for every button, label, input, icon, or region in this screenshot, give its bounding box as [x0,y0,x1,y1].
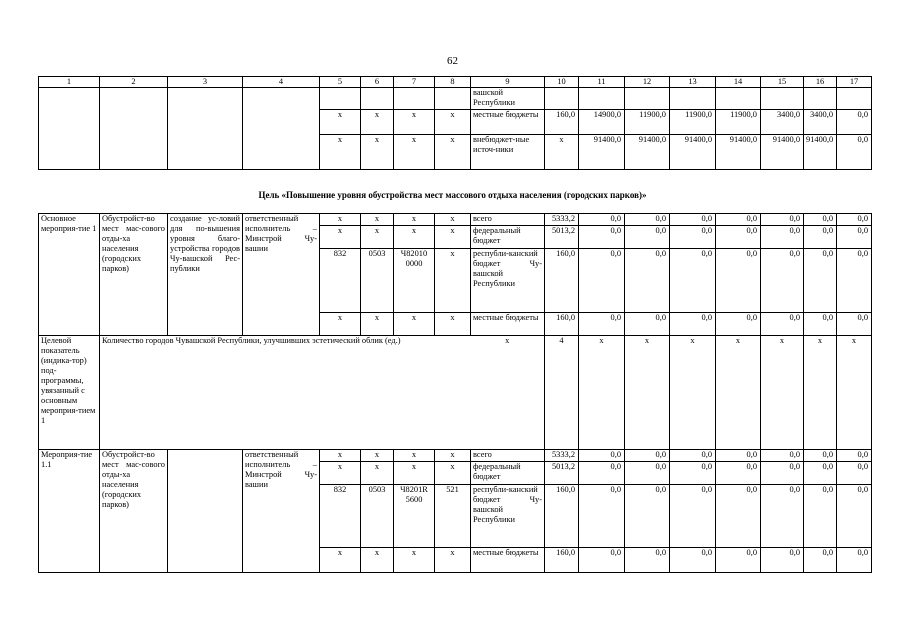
value-cell: 14900,0 [579,110,625,135]
value-cell: x [625,336,670,450]
cell-rzpr: x [361,135,394,170]
col-header: 5 [320,77,361,88]
value-cell: 0,0 [716,214,761,226]
budget-table-continuation [38,76,872,170]
cell-rzpr: 0503 [361,249,394,313]
cell-vr: x [435,548,471,573]
cell-grbs: 832 [320,249,361,313]
table-row [39,88,872,110]
value-cell: 0,0 [579,226,625,249]
cell-csr: x [394,548,435,573]
value-cell: 11900,0 [670,110,716,135]
value-cell: 0,0 [837,249,872,313]
cell-vr: x [435,313,471,336]
col-header: 7 [394,77,435,88]
cell-vr: x [435,462,471,485]
funding-source: республи-канский бюджет Чу-вашской Республики [471,249,545,313]
value-cell: 0,0 [625,226,670,249]
value-cell: 0,0 [670,249,716,313]
cell-rzpr: x [361,313,394,336]
value-cell: 0,0 [625,214,670,226]
value-cell: 0,0 [670,462,716,485]
value-cell: 0,0 [716,313,761,336]
column-number-row [39,77,872,88]
cell-csr: x [394,214,435,226]
cell-vr: 521 [435,485,471,548]
value-cell: 0,0 [837,548,872,573]
cell-csr: Ч82010 0000 [394,249,435,313]
value-cell: 91400,0 [761,135,804,170]
value-cell: 0,0 [716,226,761,249]
value-cell: 0,0 [761,485,804,548]
responsible-executor: ответственный исполнитель – Минстрой Чу-вашии [243,450,320,573]
value-cell: 3400,0 [761,110,804,135]
value-cell: 0,0 [804,313,837,336]
funding-source: всего [471,450,545,462]
cell-csr: x [394,226,435,249]
value-cell: 11900,0 [716,110,761,135]
value-cell: 91400,0 [579,135,625,170]
value-cell: 0,0 [579,548,625,573]
value-cell: 0,0 [670,548,716,573]
value-cell: 0,0 [804,226,837,249]
col-header: 8 [435,77,471,88]
cell-grbs: x [320,462,361,485]
value-cell: 0,0 [837,110,872,135]
cell-grbs: x [320,110,361,135]
value-cell: 3400,0 [804,110,837,135]
indicator-text: Количество городов Чувашской Республики, улучшивших эстетический облик (ед.) [100,336,471,450]
indicator-row [39,336,872,450]
col-header: 12 [625,77,670,88]
value-cell: 0,0 [579,249,625,313]
value-cell: 0,0 [761,450,804,462]
cell-csr: x [394,135,435,170]
col-header: 15 [761,77,804,88]
value-cell: 0,0 [837,462,872,485]
value-cell: 0,0 [579,462,625,485]
value-cell: 0,0 [761,548,804,573]
value-cell: 0,0 [670,450,716,462]
cell-rzpr: x [361,462,394,485]
value-cell: 0,0 [804,450,837,462]
cell-vr: x [435,249,471,313]
value-cell: 91400,0 [625,135,670,170]
cell-csr: x [394,313,435,336]
value-cell: 0,0 [804,548,837,573]
value-cell: 0,0 [804,249,837,313]
value-cell: 5013,2 [545,462,579,485]
value-cell: 0,0 [625,462,670,485]
value-cell: 0,0 [625,249,670,313]
value-cell: 0,0 [579,214,625,226]
value-cell: 160,0 [545,110,579,135]
value-cell: x [761,336,804,450]
cell-rzpr: x [361,214,394,226]
cell-grbs: x [320,548,361,573]
value-cell: 0,0 [761,462,804,485]
value-cell: x [545,135,579,170]
value-cell: 0,0 [716,249,761,313]
value-cell: 0,0 [761,313,804,336]
cell-rzpr: x [361,450,394,462]
col-header: 14 [716,77,761,88]
table-row [39,450,872,462]
value-cell: 91400,0 [804,135,837,170]
funding-source: федеральный бюджет [471,462,545,485]
value-cell: 0,0 [837,450,872,462]
col-header: 16 [804,77,837,88]
value-cell: x [837,336,872,450]
value-cell: 0,0 [837,313,872,336]
activity-goal: создание ус-ловий для по-вышения уровня благо-устройства городов Чу-вашской Рес-публики [168,214,243,336]
col-header: 4 [243,77,320,88]
funding-source: вашской Республики [471,88,545,110]
value-cell: 0,0 [716,548,761,573]
indicator-c9: x [471,336,545,450]
value-cell: 11900,0 [625,110,670,135]
cell-vr: x [435,226,471,249]
col-header: 17 [837,77,872,88]
funding-source: внебюджет-ные источ-ники [471,135,545,170]
value-cell: x [716,336,761,450]
value-cell: 5333,2 [545,450,579,462]
value-cell: 0,0 [761,226,804,249]
value-cell: 0,0 [625,450,670,462]
funding-source: местные бюджеты [471,313,545,336]
activity-name: Обустройст-во мест мас-сового отды-ха населения (городских парков) [100,214,168,336]
cell-grbs: x [320,450,361,462]
indicator-label: Целевой показатель (индика-тор) под-программы, увязанный с основным мероприя-тием 1 [39,336,100,450]
value-cell: 0,0 [761,249,804,313]
value-cell: x [804,336,837,450]
funding-source: местные бюджеты [471,548,545,573]
cell-rzpr: x [361,548,394,573]
value-cell: x [579,336,625,450]
value-cell: 0,0 [804,485,837,548]
value-cell: 0,0 [579,485,625,548]
col-header: 2 [100,77,168,88]
funding-source: федеральный бюджет [471,226,545,249]
activity-goal [168,450,243,573]
value-cell: 0,0 [837,214,872,226]
col-header: 1 [39,77,100,88]
col-header: 11 [579,77,625,88]
cell-vr: x [435,135,471,170]
col-header: 3 [168,77,243,88]
cell-rzpr: x [361,226,394,249]
value-cell: 0,0 [579,313,625,336]
cell-vr: x [435,214,471,226]
cell-rzpr: 0503 [361,485,394,548]
col-header: 9 [471,77,545,88]
value-cell: 0,0 [716,450,761,462]
value-cell: 0,0 [670,214,716,226]
value-cell: 0,0 [579,450,625,462]
value-cell: 0,0 [804,462,837,485]
cell-csr: x [394,462,435,485]
cell-csr: Ч8201R 5600 [394,485,435,548]
value-cell: 0,0 [716,485,761,548]
value-cell: 0,0 [670,313,716,336]
value-cell: 160,0 [545,548,579,573]
value-cell: 0,0 [716,462,761,485]
cell-rzpr: x [361,110,394,135]
value-cell: 0,0 [837,226,872,249]
page-number: 62 [447,55,458,67]
value-cell: 5333,2 [545,214,579,226]
activity-type: Мероприя-тие 1.1 [39,450,100,573]
cell-grbs: x [320,135,361,170]
table-row [39,214,872,226]
budget-table-main [38,213,872,573]
value-cell: 160,0 [545,485,579,548]
col-header: 10 [545,77,579,88]
funding-source: местные бюджеты [471,110,545,135]
cell-grbs: x [320,214,361,226]
cell-grbs: x [320,313,361,336]
cell-csr: x [394,450,435,462]
value-cell: 0,0 [761,214,804,226]
value-cell: 0,0 [625,548,670,573]
value-cell: 91400,0 [716,135,761,170]
value-cell: 5013,2 [545,226,579,249]
col-header: 13 [670,77,716,88]
value-cell: 0,0 [804,214,837,226]
cell-vr: x [435,450,471,462]
funding-source: республи-канский бюджет Чу-вашской Республики [471,485,545,548]
value-cell: x [670,336,716,450]
value-cell: 0,0 [837,485,872,548]
cell-csr: x [394,110,435,135]
col-header: 6 [361,77,394,88]
value-cell: 160,0 [545,249,579,313]
value-cell: 0,0 [625,485,670,548]
activity-name: Обустройст-во мест мас-сового отды-ха населения (городских парков) [100,450,168,573]
value-cell: 91400,0 [670,135,716,170]
value-cell: 4 [545,336,579,450]
responsible-executor: ответственный исполнитель – Минстрой Чу-вашии [243,214,320,336]
cell-grbs: 832 [320,485,361,548]
value-cell: 0,0 [670,226,716,249]
value-cell: 160,0 [545,313,579,336]
cell-grbs: x [320,226,361,249]
funding-source: всего [471,214,545,226]
cell-vr: x [435,110,471,135]
value-cell: 0,0 [837,135,872,170]
goal-title: Цель «Повышение уровня обустройства мест массового отдыха населения (городских парков)» [258,190,647,200]
activity-type: Основное мероприя-тие 1 [39,214,100,336]
value-cell: 0,0 [625,313,670,336]
value-cell: 0,0 [670,485,716,548]
